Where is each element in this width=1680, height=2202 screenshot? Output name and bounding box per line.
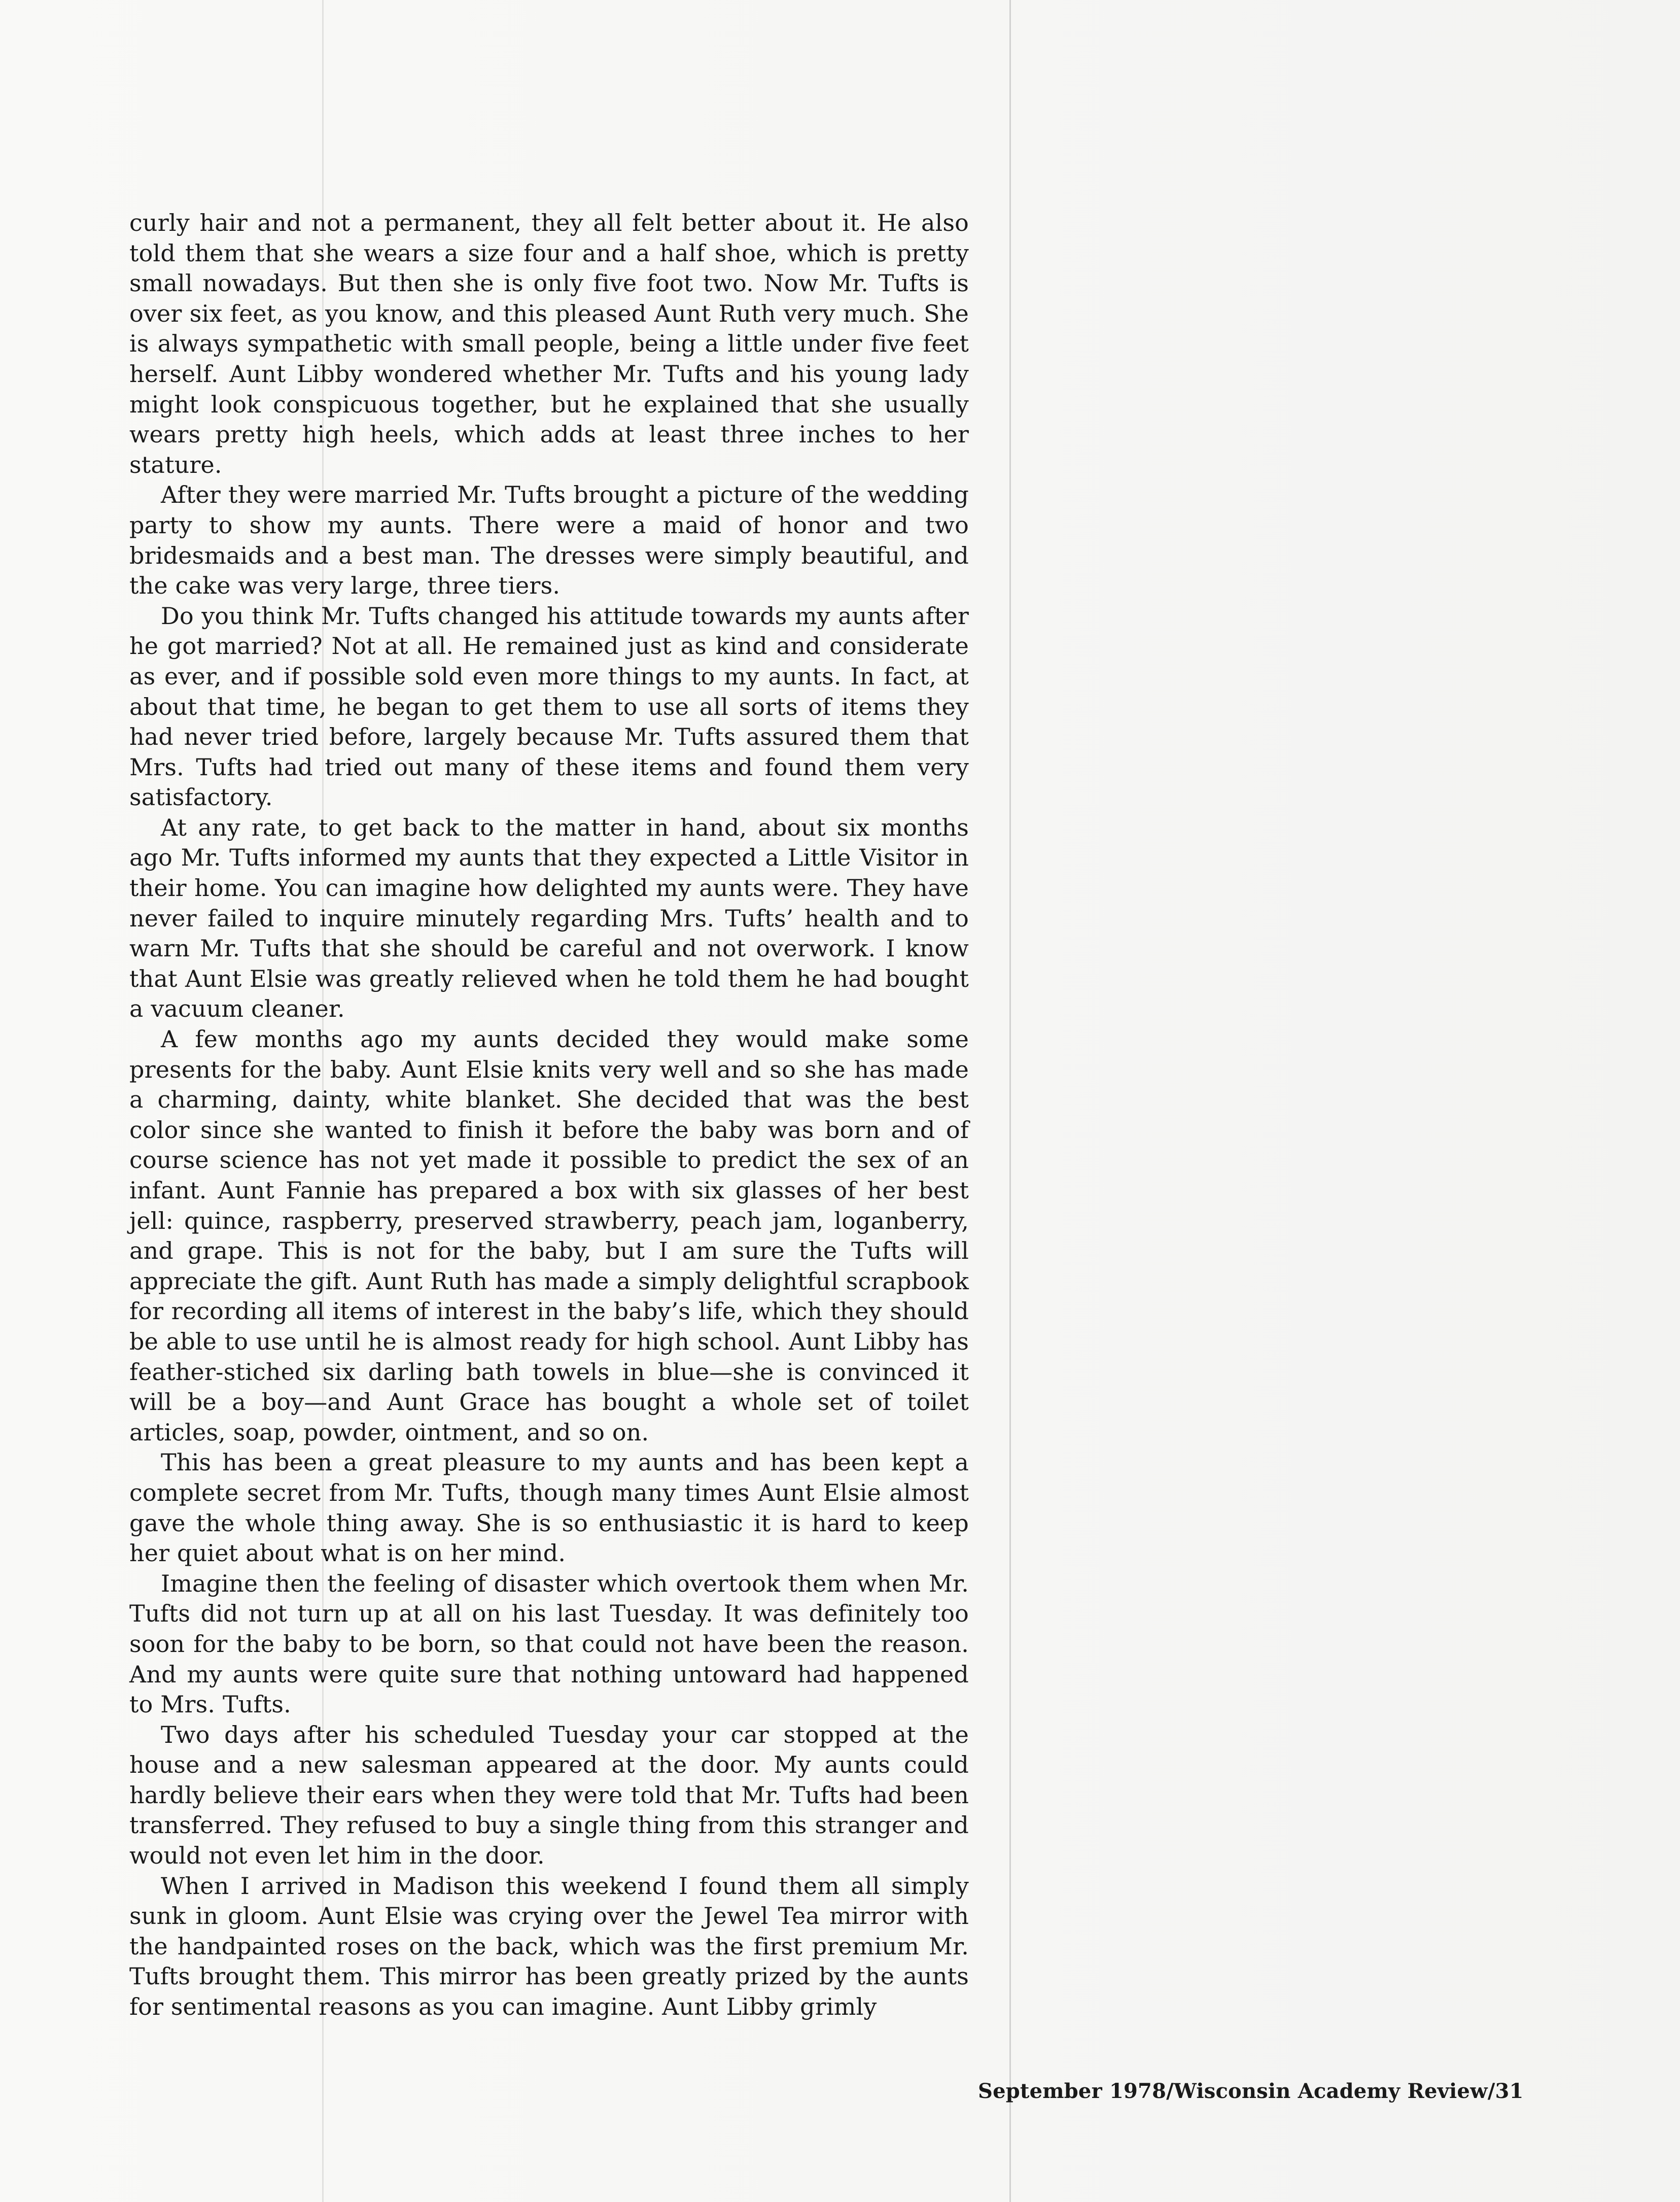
paragraph-after-marriage: Do you think Mr. Tufts changed his attitude towards my aunts after he got married? Not at all. He remained just as kind and considerate as ever, and if possible sold even more things to my aunts. In fact, at about that time, he began to get them to use all sorts of items they had never tried before, largely because Mr. Tufts assured them that Mrs. Tufts had tried out many of these items and found them very satisfactory. <box>129 602 969 811</box>
running-footer: September 1978/Wisconsin Academy Review/31 <box>978 2079 1524 2103</box>
paragraph-secret: This has been a great pleasure to my aunts and has been kept a complete secret from Mr. Tufts, though many times Aunt Elsie almost gave the whole thing away. She is so enthusiastic it is hard to keep her quiet about what is on her mind. <box>129 1449 969 1567</box>
paragraph-disaster: Imagine then the feeling of disaster which overtook them when Mr. Tufts did not turn up at all on his last Tuesday. It was definitely too soon for the baby to be born, so that could not have been the reason. And my aunts were quite sure that nothing untoward had happened to Mrs. Tufts. <box>129 1569 969 1718</box>
paragraph-continued: curly hair and not a permanent, they all felt better about it. He also told them that she wears a size four and a half shoe, which is pretty small nowadays. But then she is only five foot two. Now Mr. Tufts is over six feet, as you know, and this pleased Aunt Ruth very much. She is always sympathetic with small people, being a little under five feet herself. Aunt Libby wondered whether Mr. Tufts and his young lady might look conspicuous together, but he explained that she usually wears pretty high heels, which adds at least three inches to her stature. <box>129 209 969 478</box>
article-body <box>129 208 969 2022</box>
paragraph-baby-presents: A few months ago my aunts decided they would make some presents for the baby. Aunt Elsie knits very well and so she has made a charming, dainty, white blanket. She decided that was the best color since she wanted to finish it before the baby was born and of course science has not yet made it possible to predict the sex of an infant. Aunt Fannie has prepared a box with six glasses of her best jell: quince, raspberry, preserved strawberry, peach jam, loganberry, and grape. This is not for the baby, but I am sure the Tufts will appreciate the gift. Aunt Ruth has made a simply delightful scrapbook for recording all items of interest in the baby’s life, which they should be able to use until he is almost ready for high school. Aunt Libby has feather-stiched six darling bath towels in blue—she is convinced it will be a boy—and Aunt Grace has bought a whole set of toilet articles, soap, powder, ointment, and so on. <box>129 1025 969 1446</box>
paragraph-gloom: When I arrived in Madison this weekend I found them all simply sunk in gloom. Aunt Elsie was crying over the Jewel Tea mirror with the handpainted roses on the back, which was the first premium Mr. Tufts brought them. This mirror has been greatly prized by the aunts for sentimental reasons as you can imagine. Aunt Libby grimly <box>129 1872 969 2021</box>
paragraph-new-salesman: Two days after his scheduled Tuesday your car stopped at the house and a new salesman appeared at the door. My aunts could hardly believe their ears when they were told that Mr. Tufts had been transferred. They refused to buy a single thing from this stranger and would not even let him in the door. <box>129 1721 969 1870</box>
paragraph-wedding-picture: After they were married Mr. Tufts brought a picture of the wedding party to show my aunts. There were a maid of honor and two bridesmaids and a best man. The dresses were simply beautiful, and the cake was very large, three tiers. <box>129 481 969 600</box>
paragraph-little-visitor: At any rate, to get back to the matter in hand, about six months ago Mr. Tufts informed my aunts that they expected a Little Visitor in their home. You can imagine how delighted my aunts were. They have never failed to inquire minutely regarding Mrs. Tufts’ health and to warn Mr. Tufts that she should be careful and not overwork. I know that Aunt Elsie was greatly relieved when he told them he had bought a vacuum cleaner. <box>129 813 969 1023</box>
page-edge-line <box>1009 0 1011 2202</box>
